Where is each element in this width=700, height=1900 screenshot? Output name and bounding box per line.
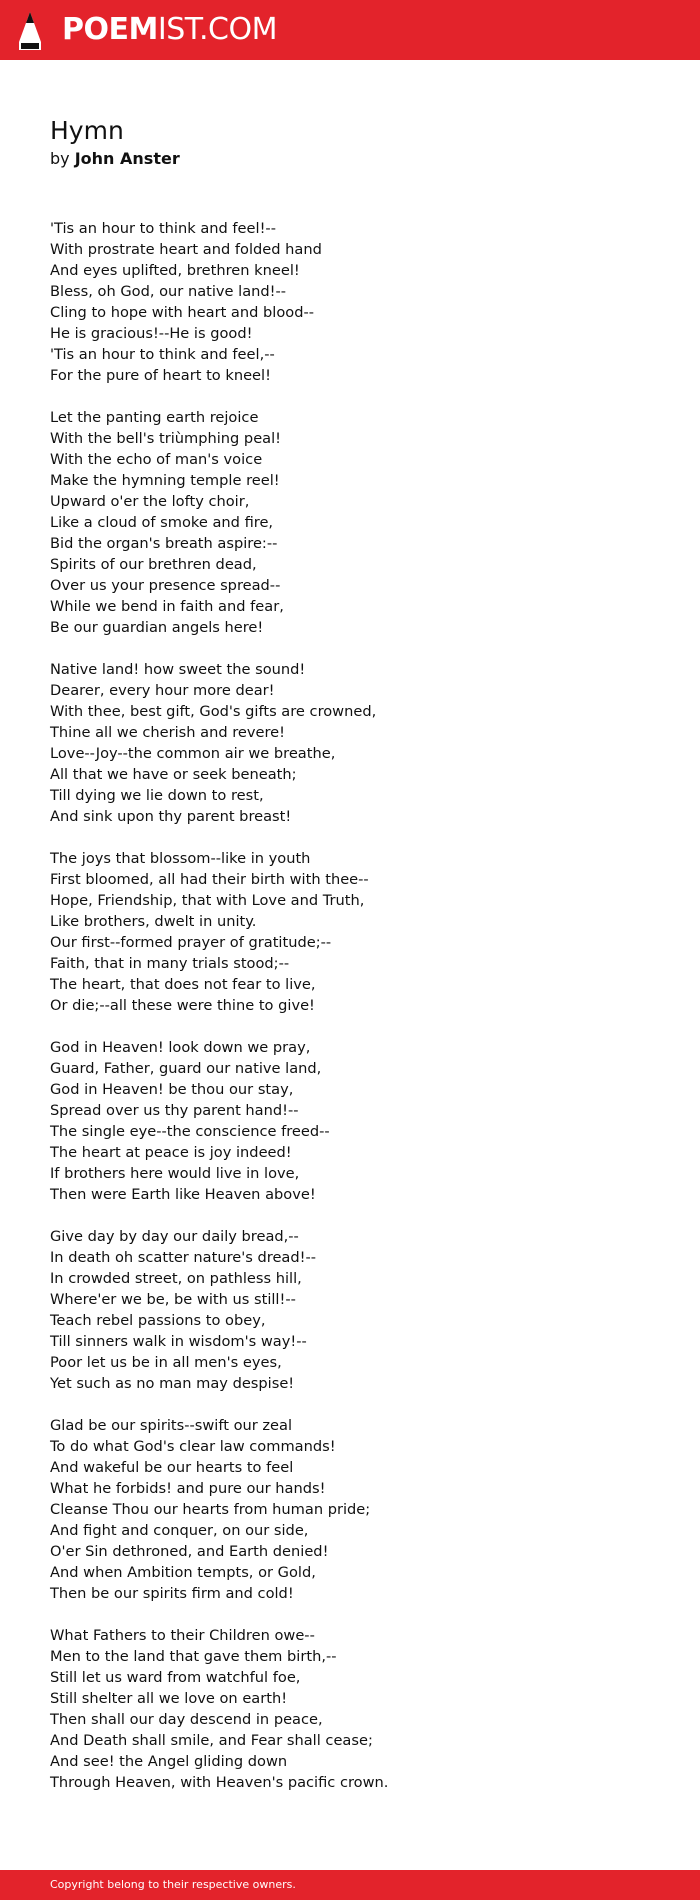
poem-line: What Fathers to their Children owe-- [50, 1627, 315, 1644]
stanza [50, 1415, 670, 1604]
poem-body [50, 218, 670, 1814]
poem-line: Cling to hope with heart and blood-- [50, 304, 314, 321]
poem-line: Through Heaven, with Heaven's pacific crown. [50, 1774, 389, 1791]
poem-line: The heart at peace is joy indeed! [50, 1144, 292, 1161]
poem-line: And see! the Angel gliding down [50, 1753, 288, 1770]
poem-line: Let the panting earth rejoice [50, 409, 259, 426]
poem-line: Be our guardian angels here! [50, 619, 264, 636]
poem-line: Dearer, every hour more dear! [50, 682, 275, 699]
poem-line: With thee, best gift, God's gifts are crowned, [50, 703, 377, 720]
site-logo[interactable] [62, 12, 277, 48]
poem-line: 'Tis an hour to think and feel,-- [50, 346, 275, 363]
stanza [50, 848, 670, 1016]
poem-line: Hope, Friendship, that with Love and Truth, [50, 892, 365, 909]
poem-line: For the pure of heart to kneel! [50, 367, 271, 384]
poem-line: First bloomed, all had their birth with thee-- [50, 871, 369, 888]
poem-line: Where'er we be, be with us still!-- [50, 1291, 296, 1308]
poem-line: Thine all we cherish and revere! [50, 724, 286, 741]
stanza [50, 1037, 670, 1205]
poem-line: 'Tis an hour to think and feel!-- [50, 220, 276, 237]
poem-line: Bid the organ's breath aspire:-- [50, 535, 278, 552]
poem-line: God in Heaven! look down we pray, [50, 1039, 311, 1056]
poem-line: Till sinners walk in wisdom's way!-- [50, 1333, 307, 1350]
poem-line: Upward o'er the lofty choir, [50, 493, 250, 510]
poem-line: Or die;--all these were thine to give! [50, 997, 315, 1014]
poem-line: Yet such as no man may despise! [50, 1375, 295, 1392]
poem-line: Like brothers, dwelt in unity. [50, 913, 257, 930]
site-footer [0, 1870, 700, 1900]
stanza [50, 1625, 670, 1793]
poem-line: The joys that blossom--like in youth [50, 850, 311, 867]
poem-line: Native land! how sweet the sound! [50, 661, 306, 678]
poem-line: In death oh scatter nature's dread!-- [50, 1249, 317, 1266]
poem-line: He is gracious!--He is good! [50, 325, 253, 342]
poem-line: With the bell's triùmphing peal! [50, 430, 282, 447]
poem-line: In crowded street, on pathless hill, [50, 1270, 302, 1287]
poem-line: Spirits of our brethren dead, [50, 556, 257, 573]
poem-line: If brothers here would live in love, [50, 1165, 300, 1182]
poem-line: Like a cloud of smoke and fire, [50, 514, 274, 531]
poem-line: God in Heaven! be thou our stay, [50, 1081, 294, 1098]
poem-line: Our first--formed prayer of gratitude;-- [50, 934, 332, 951]
poem-line: Then were Earth like Heaven above! [50, 1186, 316, 1203]
poem-line: And Death shall smile, and Fear shall cease; [50, 1732, 373, 1749]
poem-line: Poor let us be in all men's eyes, [50, 1354, 282, 1371]
poem-line: Faith, that in many trials stood;-- [50, 955, 290, 972]
poem-line: Men to the land that gave them birth,-- [50, 1648, 337, 1665]
poem-line: What he forbids! and pure our hands! [50, 1480, 326, 1497]
poem-line: The heart, that does not fear to live, [50, 976, 316, 993]
poem-line: Over us your presence spread-- [50, 577, 281, 594]
poem-line: And fight and conquer, on our side, [50, 1522, 309, 1539]
copyright-text: Copyright belong to their respective owners. [50, 1878, 296, 1891]
stanza [50, 218, 670, 386]
poem-line: Teach rebel passions to obey, [50, 1312, 266, 1329]
poem-line: With the echo of man's voice [50, 451, 263, 468]
poem-line: To do what God's clear law commands! [50, 1438, 336, 1455]
poem-line: And sink upon thy parent breast! [50, 808, 292, 825]
poem-line: All that we have or seek beneath; [50, 766, 297, 783]
poem-line: Guard, Father, guard our native land, [50, 1060, 322, 1077]
poem-line: And when Ambition tempts, or Gold, [50, 1564, 316, 1581]
poem-line: Then shall our day descend in peace, [50, 1711, 323, 1728]
poem-line: Cleanse Thou our hearts from human pride; [50, 1501, 371, 1518]
poem-line: Still shelter all we love on earth! [50, 1690, 288, 1707]
poem-line: And eyes uplifted, brethren kneel! [50, 262, 300, 279]
poem-line: Spread over us thy parent hand!-- [50, 1102, 299, 1119]
poem-line: Still let us ward from watchful foe, [50, 1669, 301, 1686]
site-header [0, 0, 700, 60]
poem-line: Love--Joy--the common air we breathe, [50, 745, 336, 762]
author-name[interactable]: John Anster [74, 149, 180, 168]
poem-line: While we bend in faith and fear, [50, 598, 284, 615]
poem-line: Give day by day our daily bread,-- [50, 1228, 299, 1245]
logo-text-light: IST.COM [157, 12, 277, 47]
poem-line: The single eye--the conscience freed-- [50, 1123, 330, 1140]
poem-line: Then be our spirits firm and cold! [50, 1585, 294, 1602]
poem-line: With prostrate heart and folded hand [50, 241, 322, 258]
by-label: by [50, 149, 70, 168]
logo-text-bold: POEM [62, 12, 158, 47]
stanza [50, 407, 670, 638]
stanza [50, 659, 670, 827]
poem-line: Bless, oh God, our native land!-- [50, 283, 287, 300]
poem-line: And wakeful be our hearts to feel [50, 1459, 294, 1476]
stanza [50, 1226, 670, 1394]
poem-line: Glad be our spirits--swift our zeal [50, 1417, 293, 1434]
poem-line: Till dying we lie down to rest, [50, 787, 264, 804]
poem-line: Make the hymning temple reel! [50, 472, 280, 489]
pencil-tip-icon[interactable] [18, 10, 42, 52]
poem-title: Hymn [50, 116, 124, 145]
byline [50, 148, 180, 170]
poem-line: O'er Sin dethroned, and Earth denied! [50, 1543, 329, 1560]
